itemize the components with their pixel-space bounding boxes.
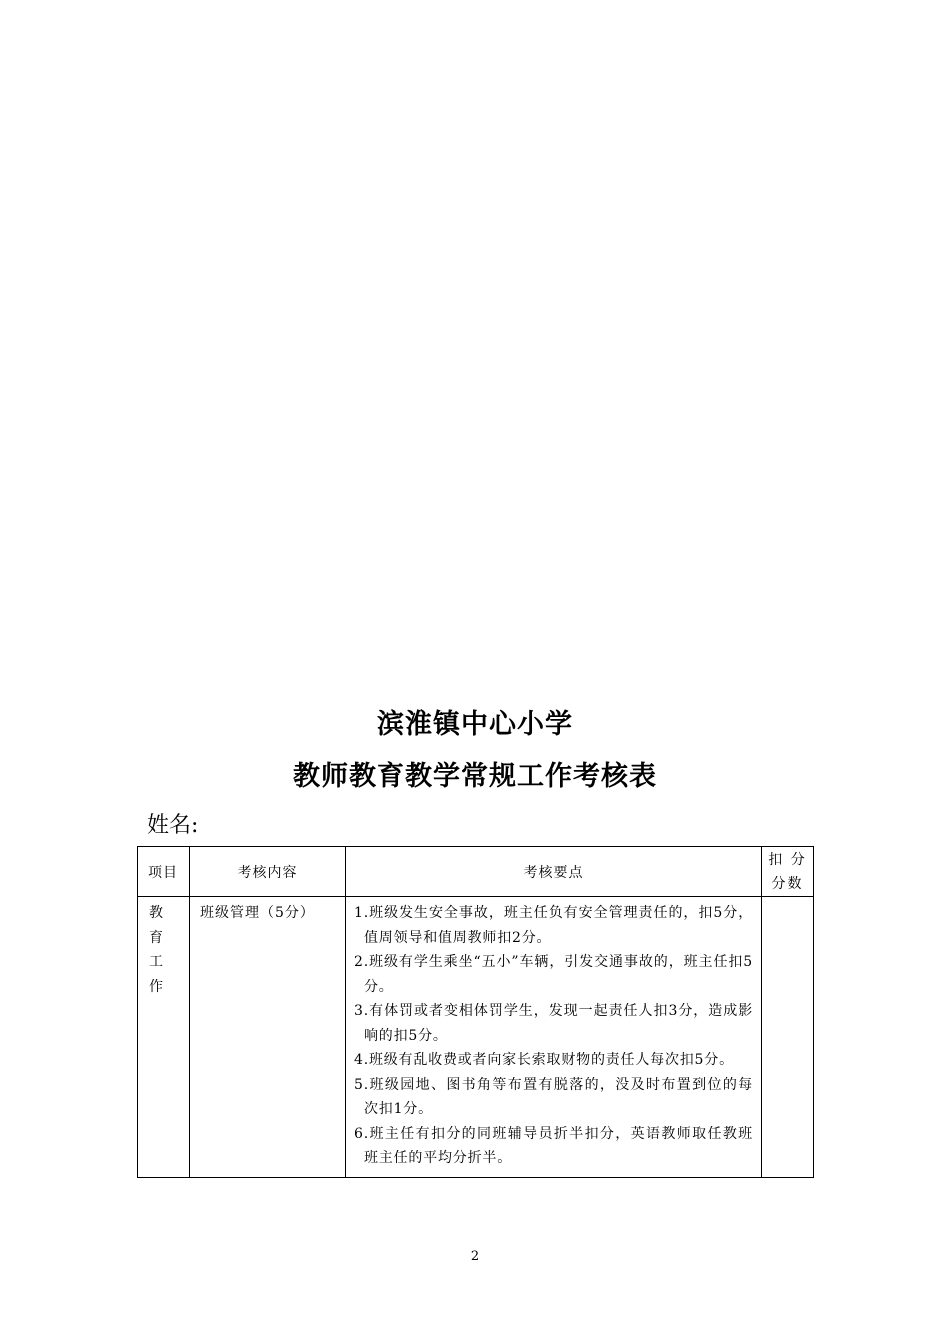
point-item: 3.有体罚或者变相体罚学生，发现一起责任人扣3分，造成影响的扣5分。 (354, 1003, 753, 1044)
school-title: 滨淮镇中心小学 (377, 709, 573, 740)
content-cell: 班级管理（5分） (190, 897, 346, 1178)
page-number: 2 (470, 1249, 480, 1264)
name-label: 姓名: (147, 813, 199, 838)
header-deduct (762, 847, 814, 897)
category-cell (138, 897, 190, 1178)
header-points: 考核要点 (346, 847, 762, 897)
header-content: 考核内容 (190, 847, 346, 897)
header-deduct-line2: 分数 (771, 875, 804, 892)
table-row (138, 897, 814, 1178)
category-char: 教 (149, 905, 163, 921)
table-header-row (138, 847, 814, 897)
category-char: 育 (149, 929, 163, 946)
assessment-table (137, 846, 814, 1178)
category-char: 工 (149, 954, 163, 970)
point-item: 2.班级有学生乘坐“五小”车辆，引发交通事故的，班主任扣5分。 (354, 954, 753, 995)
header-item: 项目 (138, 847, 190, 897)
score-cell[interactable] (762, 897, 814, 1178)
point-item: 4.班级有乱收费或者向家长索取财物的责任人每次扣5分。 (354, 1052, 734, 1068)
points-cell (346, 897, 762, 1178)
header-deduct-line1: 扣 分 (768, 851, 807, 868)
category-char: 作 (149, 978, 163, 995)
point-item: 5.班级园地、图书角等布置有脱落的，没及时布置到位的每次扣1分。 (354, 1076, 753, 1117)
form-title: 教师教育教学常规工作考核表 (293, 761, 657, 792)
point-item: 6.班主任有扣分的同班辅导员折半扣分，英语教师取任教班班主任的平均分折半。 (354, 1125, 753, 1166)
point-item: 1.班级发生安全事故，班主任负有安全管理责任的，扣5分，值周领导和值周教师扣2分。 (354, 905, 753, 946)
